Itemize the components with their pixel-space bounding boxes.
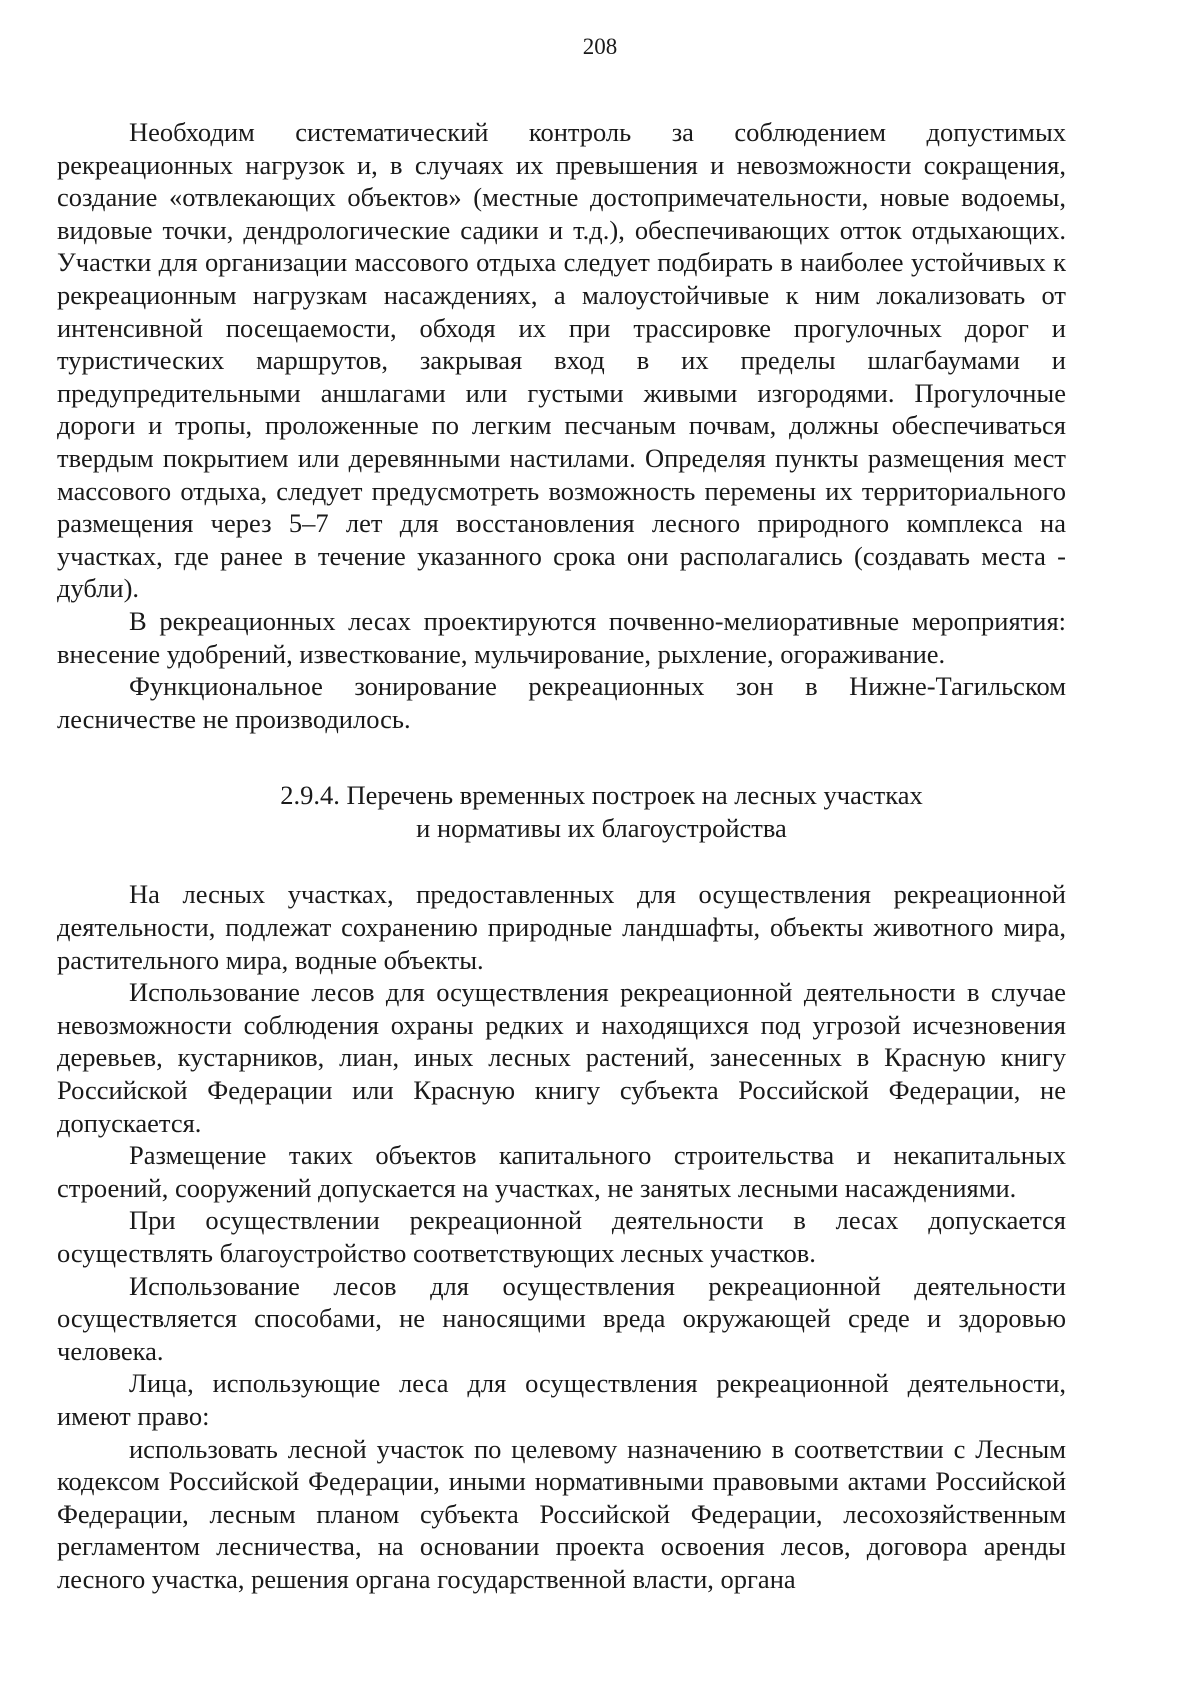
page-content [57,116,1066,1596]
paragraph: В рекреационных лесах проектируются почвенно-мелиоративные мероприятия: внесение удобрений, известкование, мульчирование, рыхление, огораживание. [57,605,1066,669]
section-heading [57,779,1066,844]
paragraph: использовать лесной участок по целевому назначению в соответствии с Лесным кодексом Российской Федерации, иными нормативными правовыми актами Российской Федерации, лесным планом субъекта Российской Федерации, лесохозяйственным регламентом лесничества, на основании проекта освоения лесов, договора аренды лесного участка, решения органа государственной власти, органа [57,1433,1066,1594]
paragraph: Размещение таких объектов капитального строительства и некапитальных строений, сооружений допускается на участках, не занятых лесными насаждениями. [57,1140,1066,1203]
paragraph: При осуществлении рекреационной деятельности в лесах допускается осуществлять благоустройство соответствующих лесных участков. [57,1205,1066,1268]
page-number: 208 [582,34,618,59]
paragraph: Необходим систематический контроль за соблюдением допустимых рекреационных нагрузок и, в случаях их превышения и невозможности сокращения, создание «отвлекающих объектов» (местные достопримечательности, новые водоемы, видовые точки, дендрологические садики и т.д.), обеспечивающих отток отдыхающих. Участки для организации массового отдыха следует подбирать в наиболее устойчивых к рекреационным нагрузкам насаждениях, а малоустойчивые к ним локализовать от интенсивной посещаемости, обходя их при трассировке прогулочных дорог и туристических маршрутов, закрывая вход в их пределы шлагбаумами и предупредительными аншлагами или густыми живыми изгородями. Прогулочные дороги и тропы, проложенные по легким песчаным почвам, должны обеспечиваться твердым покрытием или деревянными настилами. Определяя пункты размещения мест массового отдыха, следует предусмотреть возможность перемены их территориального размещения через 5–7 лет для восстановления лесного природного комплекса на участках, где ранее в течение указанного срока они располагались (создавать места - дубли). [57,117,1066,604]
section-heading-line: и нормативы их благоустройства [416,812,787,843]
section-heading-line: 2.9.4. Перечень временных построек на лесных участках [280,780,923,811]
paragraph: На лесных участках, предоставленных для осуществления рекреационной деятельности, подлежат сохранению природные ландшафты, объекты животного мира, растительного мира, водные объекты. [57,879,1066,975]
paragraph: Лица, использующие леса для осуществления рекреационной деятельности, имеют право: [57,1368,1066,1431]
paragraph: Использование лесов для осуществления рекреационной деятельности в случае невозможности соблюдения охраны редких и находящихся под угрозой исчезновения деревьев, кустарников, лиан, иных лесных растений, занесенных в Красную книгу Российской Федерации или Красную книгу субъекта Российской Федерации, не допускается. [57,977,1066,1138]
paragraph: Функциональное зонирование рекреационных зон в Нижне-Тагильском лесничестве не производилось. [57,671,1066,734]
paragraph: Использование лесов для осуществления рекреационной деятельности осуществляется способами, не наносящими вреда окружающей среде и здоровью человека. [57,1270,1066,1366]
